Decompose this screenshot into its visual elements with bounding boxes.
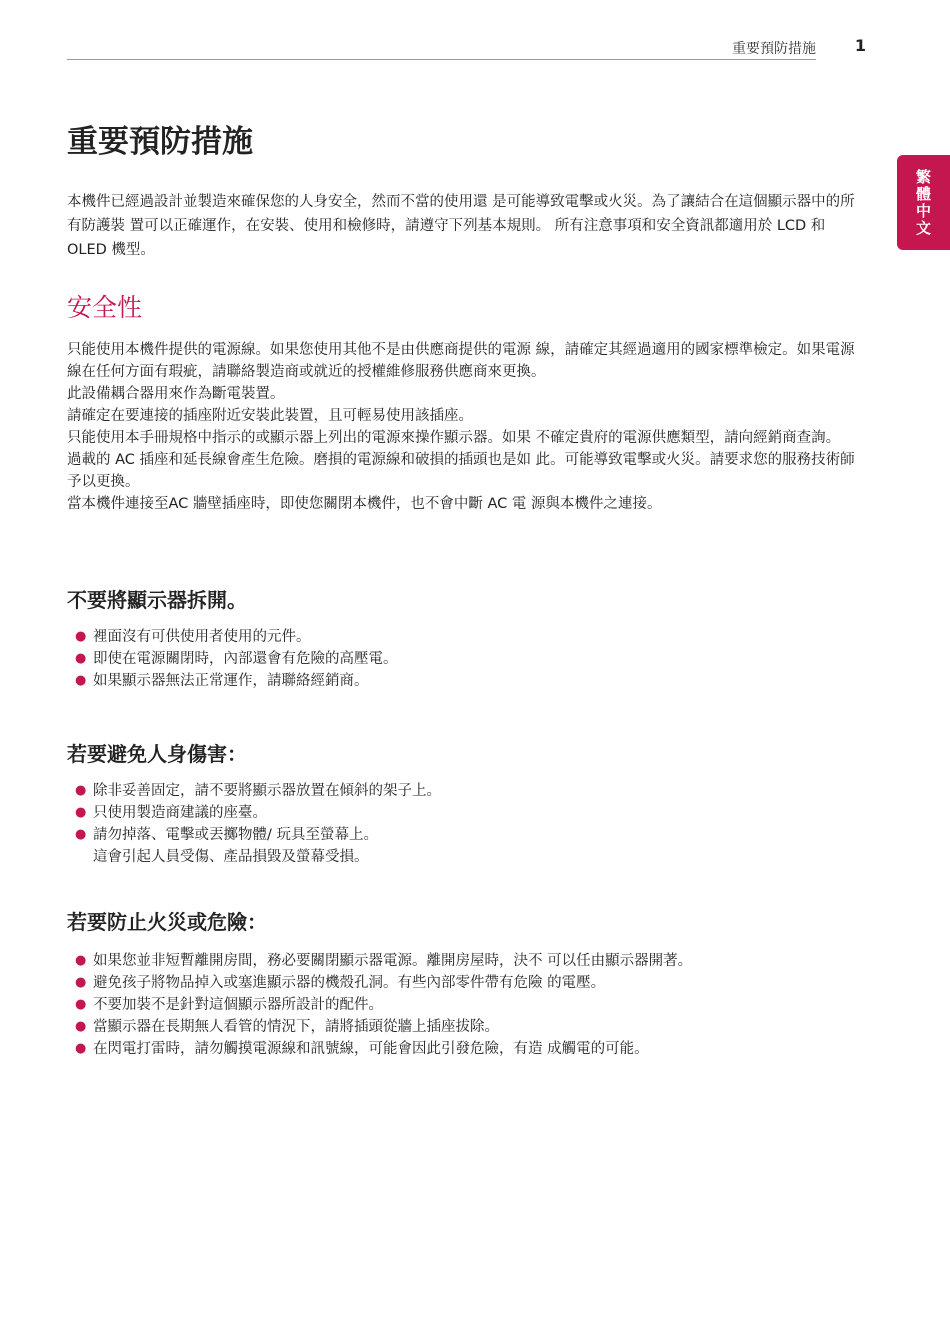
injury-list bbox=[75, 780, 865, 868]
list-item bbox=[75, 824, 865, 868]
list-item-text: 在閃電打雷時，請勿觸摸電源線和訊號線，可能會因此引發危險，有造 成觸電的可能。 bbox=[93, 1041, 649, 1057]
bullet-icon: ● bbox=[75, 651, 87, 666]
bullet-icon: ● bbox=[75, 953, 87, 968]
list-item-text: 只使用製造商建議的座臺。 bbox=[93, 805, 267, 821]
disassembly-list bbox=[75, 626, 865, 692]
list-item-line: 請勿掉落、電擊或丟擲物體/ 玩具至螢幕上。 bbox=[93, 827, 378, 843]
safety-section bbox=[67, 339, 867, 515]
list-item-text: 如果您並非短暫離開房間，務必要關閉顯示器電源。離開房屋時，決不 可以任由顯示器開著。 bbox=[93, 953, 693, 969]
safety-paragraph: 此設備耦合器用來作為斷電裝置。 bbox=[67, 386, 285, 402]
injury-heading: 若要避免人身傷害： bbox=[67, 742, 247, 766]
bullet-icon: ● bbox=[75, 975, 87, 990]
bullet-icon: ● bbox=[75, 997, 87, 1012]
safety-heading: 安全性 bbox=[67, 293, 143, 322]
disassembly-heading: 不要將顯示器拆開。 bbox=[67, 588, 247, 612]
safety-paragraph: 只能使用本機件提供的電源線。如果您使用其他不是由供應商提供的電源 線，請確定其經過適用的國家標準檢定。如果電源線在任何方面有瑕疵，請聯絡製造商或就近的授權維修服務供應商來更換。 bbox=[67, 342, 855, 380]
safety-paragraph: 請確定在要連接的插座附近安裝此裝置，且可輕易使用該插座。 bbox=[67, 408, 473, 424]
list-item bbox=[75, 802, 865, 824]
bullet-icon: ● bbox=[75, 629, 87, 644]
list-item bbox=[75, 972, 865, 994]
fire-heading: 若要防止火災或危險： bbox=[67, 910, 267, 934]
list-item-text bbox=[93, 824, 865, 868]
page-number: 1 bbox=[854, 36, 866, 55]
safety-paragraph: 只能使用本手冊規格中指示的或顯示器上列出的電源來操作顯示器。如果 不確定貴府的電源供應類型，請向經銷商查詢。 bbox=[67, 430, 841, 446]
safety-paragraph: 過載的 AC 插座和延長線會產生危險。磨損的電源線和破損的插頭也是如 此。可能導致電擊或火災。請要求您的服務技術師予以更換。 bbox=[67, 452, 855, 490]
list-item-text: 除非妥善固定，請不要將顯示器放置在傾斜的架子上。 bbox=[93, 783, 441, 799]
list-item-continuation: 這會引起人員受傷、產品損毀及螢幕受損。 bbox=[93, 849, 369, 865]
bullet-icon: ● bbox=[75, 805, 87, 820]
header-divider bbox=[67, 59, 816, 60]
list-item-text: 避免孩子將物品掉入或塞進顯示器的機殼孔洞。有些內部零件帶有危險 的電壓。 bbox=[93, 975, 606, 991]
list-item-text: 當顯示器在長期無人看管的情況下，請將插頭從牆上插座拔除。 bbox=[93, 1019, 499, 1035]
safety-paragraph: 當本機件連接至AC 牆壁插座時，即使您關閉本機件，也不會中斷 AC 電 源與本機件之連接。 bbox=[67, 496, 662, 512]
list-item bbox=[75, 780, 865, 802]
list-item-text: 即使在電源關閉時，內部還會有危險的高壓電。 bbox=[93, 651, 398, 667]
bullet-icon: ● bbox=[75, 827, 87, 842]
fire-list bbox=[75, 950, 865, 1060]
list-item bbox=[75, 626, 865, 648]
bullet-icon: ● bbox=[75, 783, 87, 798]
list-item-text: 不要加裝不是針對這個顯示器所設計的配件。 bbox=[93, 997, 383, 1013]
bullet-icon: ● bbox=[75, 1041, 87, 1056]
bullet-icon: ● bbox=[75, 1019, 87, 1034]
list-item bbox=[75, 1038, 865, 1060]
list-item bbox=[75, 1016, 865, 1038]
bullet-icon: ● bbox=[75, 673, 87, 688]
list-item bbox=[75, 994, 865, 1016]
intro-paragraph: 本機件已經過設計並製造來確保您的人身安全，然而不當的使用還 是可能導致電擊或火災。為了讓結合在這個顯示器中的所有防護裝 置可以正確運作，在安裝、使用和檢修時，請遵守下列基本規則。 所有注意事項和安全資訊都適用於 LCD 和 OLED 機型。 bbox=[67, 194, 855, 258]
running-head-title: 重要預防措施 bbox=[732, 41, 816, 57]
list-item bbox=[75, 950, 865, 972]
language-tab[interactable] bbox=[897, 155, 950, 250]
list-item-text: 如果顯示器無法正常運作，請聯絡經銷商。 bbox=[93, 673, 369, 689]
list-item bbox=[75, 648, 865, 670]
list-item-text: 裡面沒有可供使用者使用的元件。 bbox=[93, 629, 311, 645]
list-item bbox=[75, 670, 865, 692]
language-tab-label: 繁體中文 bbox=[914, 168, 932, 237]
page-title: 重要預防措施 bbox=[67, 124, 253, 160]
